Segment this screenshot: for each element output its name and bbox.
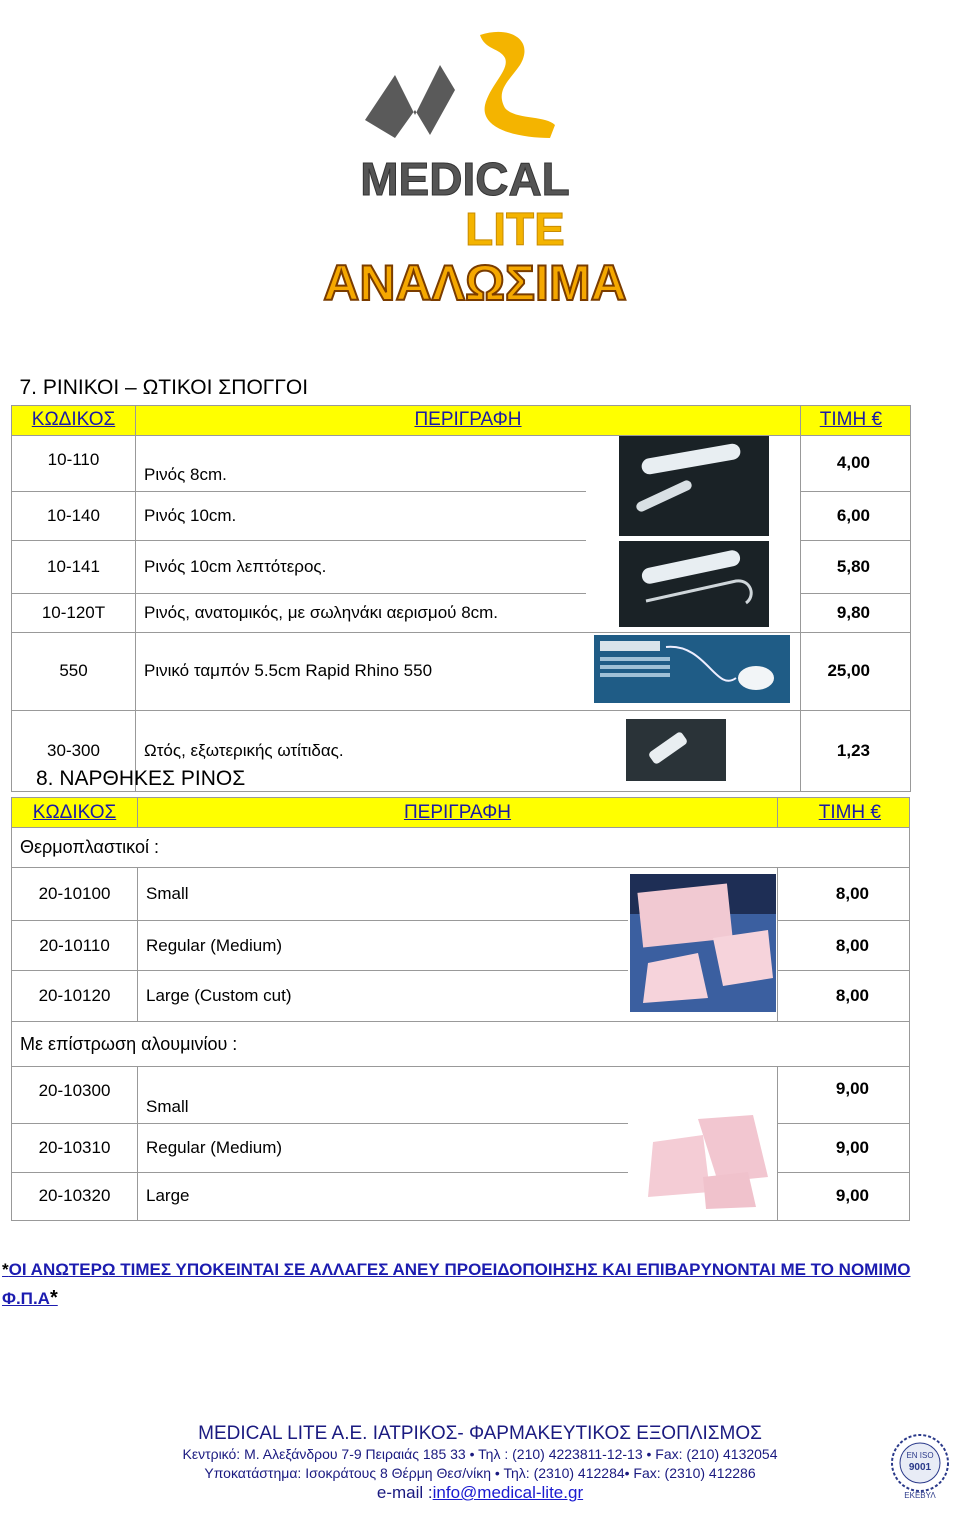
table-row: 20-10320 Large 9,00 [12,1172,910,1220]
svg-text:ΕΚΕΒΥΛ: ΕΚΕΒΥΛ [904,1491,936,1500]
nasal-sponge-image [586,435,801,541]
col-code-header: ΚΩΔΙΚΟΣ [12,405,136,435]
iso-certification-seal [885,1430,955,1500]
ventilated-sponge-image [586,541,801,633]
table-row: 10-110 Ρινός 8cm. 4,00 [12,435,911,492]
thermoplastic-group-label: Θερμοπλαστικοί : [12,828,910,868]
price-notice: *ΟΙ ΑΝΩΤΕΡΩ ΤΙΜΕΣ ΥΠΟΚΕΙΝΤΑΙ ΣΕ ΑΛΛΑΓΕΣ ΑΝΕΥ ΠΡΟΕΙΔΟΠΟΙΗΣΗΣ ΚΑΙ ΕΠΙΒΑΡΥΝΟΝΤΑΙ ΜΕ ΤΟ ΝΟΜΙΜΟ Φ.Π.Α* [2,1260,911,1309]
aluminium-splint-image [628,1067,778,1221]
email-link[interactable]: info@medical-lite.gr [432,1483,584,1502]
footer [100,1423,860,1503]
medical-lite-logo [360,20,570,250]
rapid-rhino-image [586,632,801,710]
table-row: 20-10300 Small 9,00 [12,1067,910,1124]
footer-company: MEDICAL LITE A.E. ΙΑΤΡΙΚΟΣ- ΦΑΡΜΑΚΕΥΤΙΚΟΣ ΕΞΟΠΛΙΣΜΟΣ [198,1423,762,1444]
footer-branch: Υποκατάστημα: Ισοκράτους 8 Θέρμη Θεσ/νίκη • Τηλ: (2310) 412284• Fax: (2310) 412286 [204,1465,756,1481]
table-row: 20-10110 Regular (Medium) 8,00 [12,920,910,971]
table-row: 10-141 Ρινός 10cm λεπτότερος. 5,80 [12,541,911,594]
col-desc-header-8: ΠΕΡΙΓΡΑΦΗ [138,798,778,828]
table-row: 20-10310 Regular (Medium) 9,00 [12,1124,910,1172]
ear-wick-image [586,710,801,791]
table-row: 10-140 Ρινός 10cm. 6,00 [12,492,911,541]
table-row: 10-120T Ρινός, ανατομικός, με σωληνάκι αερισμού 8cm. 9,80 [12,594,911,632]
aluminium-group-label: Με επίστρωση αλουμινίου : [12,1022,910,1067]
table-row: 550 Ρινικό ταμπόν 5.5cm Rapid Rhino 550 25,00 [12,632,911,710]
section-8-title: 8. ΝΑΡΘΗΚΕΣ ΡΙΝΟΣ [36,767,246,790]
svg-text:EN ISO: EN ISO [906,1451,934,1460]
table-row: 20-10120 Large (Custom cut) 8,00 [12,971,910,1022]
col-price-header-8: ΤΙΜΗ € [778,798,910,828]
consumables-banner [300,256,650,306]
col-code-header-8: ΚΩΔΙΚΟΣ [12,798,138,828]
col-price-header: ΤΙΜΗ € [801,405,911,435]
svg-text:9001: 9001 [908,1462,932,1473]
svg-text:ΑΝΑΛΩΣΙΜΑ: ΑΝΑΛΩΣΙΜΑ [323,256,627,306]
logo-text-medical: MEDICAL [360,153,570,205]
footer-headquarters: Κεντρικό: Μ. Αλεξάνδρου 7-9 Πειραιάς 185 33 • Τηλ : (210) 4223811-12-13 • Fax: (210) 4132054 [182,1446,778,1462]
table-row: 30-300 Ωτός, εξωτερικής ωτίτιδας. 1,23 [12,710,911,791]
logo-text-lite: LITE [465,203,565,250]
thermoplastic-splint-image [628,868,778,1022]
col-desc-header: ΠΕΡΙΓΡΑΦΗ [136,405,801,435]
nasal-sponges-table [11,371,911,792]
nasal-splints-table [11,797,910,1221]
table-row: 20-10100 Small 8,00 [12,868,910,921]
footer-email: e-mail :info@medical-lite.gr [376,1483,584,1502]
section-7-title: 7. ΡΙΝΙΚΟΙ – ΩΤΙΚΟΙ ΣΠΟΓΓΟΙ [19,375,309,399]
